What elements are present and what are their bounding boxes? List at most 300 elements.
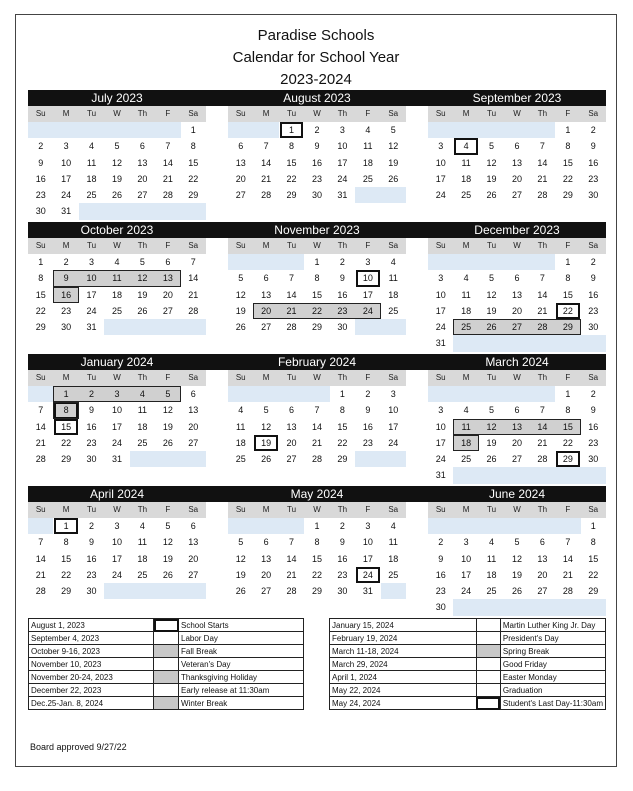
calendar-title: Calendar for School Year xyxy=(232,49,400,66)
day-cell: 21 xyxy=(311,437,322,448)
week-row xyxy=(28,518,206,534)
day-cell: 12 xyxy=(261,421,272,432)
week-row xyxy=(228,451,406,467)
calendar-row-3 xyxy=(28,354,606,484)
day-cell: 6 xyxy=(139,141,145,152)
weekday-label: W xyxy=(113,373,121,382)
empty-day-cell xyxy=(479,335,504,351)
weekday-label: Sa xyxy=(388,373,399,382)
legend-label: Thanksgiving Holiday xyxy=(179,671,304,684)
empty-day-cell xyxy=(104,319,129,335)
day-cell: 23 xyxy=(86,569,97,580)
weekday-label: Th xyxy=(337,241,348,250)
weekday-label: M xyxy=(462,505,470,514)
weekday-label: M xyxy=(462,241,470,250)
weekday-label: Tu xyxy=(87,505,97,514)
month-title: March 2024 xyxy=(428,354,606,370)
empty-day-cell xyxy=(130,203,155,219)
legend-label: Student's Last Day-11:30am xyxy=(500,697,605,710)
day-cell: 12 xyxy=(479,419,504,435)
day-cell: 31 xyxy=(111,454,122,465)
legend-label: Winter Break xyxy=(179,697,304,710)
empty-day-cell xyxy=(228,254,253,270)
day-cell: 17 xyxy=(61,173,72,184)
empty-day-cell xyxy=(479,599,504,615)
day-cell: 5 xyxy=(489,273,495,284)
legend-date: November 10, 2023 xyxy=(29,658,154,671)
day-cell: 16 xyxy=(588,157,599,168)
day-cell: 18 xyxy=(461,173,472,184)
day-cell: 13 xyxy=(511,157,522,168)
empty-day-cell xyxy=(155,203,180,219)
day-cell: 31 xyxy=(337,190,348,201)
day-cell: 17 xyxy=(435,173,446,184)
weekday-label: M xyxy=(262,109,270,118)
week-row xyxy=(28,402,206,418)
week-row xyxy=(428,287,606,303)
day-cell: 8 xyxy=(565,141,571,152)
weekday-header xyxy=(428,238,606,254)
day-cell: 14 xyxy=(537,157,548,168)
day-cell: 3 xyxy=(463,537,469,548)
week-row xyxy=(28,303,206,319)
day-cell: 17 xyxy=(362,289,373,300)
weekday-label: Sa xyxy=(388,109,399,118)
week-row xyxy=(28,138,206,154)
day-cell: 24 xyxy=(111,569,122,580)
day-cell: 16 xyxy=(337,289,348,300)
empty-day-cell xyxy=(28,122,53,138)
day-cell: 18 xyxy=(137,421,148,432)
day-cell: 28 xyxy=(286,586,297,597)
week-row xyxy=(428,303,606,319)
weekday-label: F xyxy=(365,505,371,514)
week-row xyxy=(428,419,606,435)
day-cell: 10 xyxy=(435,289,446,300)
weekday-label: Tu xyxy=(287,373,297,382)
empty-day-cell xyxy=(581,467,606,483)
empty-day-cell xyxy=(228,386,253,402)
day-cell: 30 xyxy=(61,322,72,333)
weekday-label: Su xyxy=(35,505,46,514)
day-cell: 26 xyxy=(111,190,122,201)
day-cell: 17 xyxy=(388,421,399,432)
month-title: May 2024 xyxy=(228,486,406,502)
empty-day-cell xyxy=(381,451,406,467)
month-title: August 2023 xyxy=(228,90,406,106)
day-cell: 22 xyxy=(286,173,297,184)
month-title: November 2023 xyxy=(228,222,406,238)
week-row xyxy=(28,319,206,335)
week-row xyxy=(228,319,406,335)
day-cell: 1 xyxy=(590,521,596,531)
week-row xyxy=(28,551,206,567)
day-cell: 27 xyxy=(261,586,272,597)
day-cell: 29 xyxy=(588,586,599,597)
day-cell: 9 xyxy=(590,141,596,152)
weekday-label: F xyxy=(365,373,371,382)
day-cell: 14 xyxy=(35,553,46,564)
day-cell: 28 xyxy=(530,319,555,335)
weekday-label: M xyxy=(262,505,270,514)
legend-swatch xyxy=(154,645,179,658)
day-cell: 25 xyxy=(461,454,472,465)
day-cell: 24 xyxy=(461,586,472,597)
week-row xyxy=(428,583,606,599)
empty-day-cell xyxy=(504,518,529,534)
day-cell: 9 xyxy=(89,537,95,548)
weekday-header xyxy=(428,502,606,518)
week-row xyxy=(228,122,406,138)
day-cell: 18 xyxy=(486,569,497,580)
legend-table-left xyxy=(28,618,304,710)
month-july-2023 xyxy=(28,90,206,220)
day-cell: 31 xyxy=(61,206,72,217)
week-row xyxy=(28,187,206,203)
day-cell: 21 xyxy=(286,569,297,580)
week-row xyxy=(228,583,406,599)
day-cell: 2 xyxy=(438,537,444,548)
legend-label: School Starts xyxy=(179,619,304,632)
day-cell: 10 xyxy=(435,157,446,168)
day-cell: 18 xyxy=(453,435,478,451)
day-cell: 17 xyxy=(435,437,446,448)
day-cell: 4 xyxy=(114,257,120,267)
day-cell: 5 xyxy=(238,537,244,548)
weekday-label: W xyxy=(513,109,521,118)
weekday-header xyxy=(228,238,406,254)
day-cell: 20 xyxy=(235,173,246,184)
day-cell: 31 xyxy=(435,470,446,481)
day-cell: 1 xyxy=(565,125,571,135)
day-cell: 17 xyxy=(337,157,348,168)
day-cell: 11 xyxy=(104,270,129,286)
day-cell: 6 xyxy=(190,521,196,531)
week-row xyxy=(28,155,206,171)
legend-swatch xyxy=(476,684,500,697)
week-row xyxy=(428,254,606,270)
day-cell: 3 xyxy=(63,141,69,152)
month-october-2023 xyxy=(28,222,206,335)
legend-label: Labor Day xyxy=(179,632,304,645)
week-row xyxy=(228,551,406,567)
week-row xyxy=(228,155,406,171)
month-january-2024 xyxy=(28,354,206,467)
day-cell: 25 xyxy=(137,437,148,448)
day-cell: 18 xyxy=(235,437,246,448)
week-row xyxy=(228,303,406,319)
weekday-label: Su xyxy=(235,505,246,514)
day-cell: 16 xyxy=(86,421,97,432)
empty-day-cell xyxy=(355,451,380,467)
day-cell: 21 xyxy=(261,173,272,184)
empty-day-cell xyxy=(381,187,406,203)
week-row xyxy=(28,451,206,467)
day-cell: 25 xyxy=(461,190,472,201)
day-cell: 1 xyxy=(314,521,320,531)
day-cell: 26 xyxy=(486,190,497,201)
empty-day-cell xyxy=(155,319,180,335)
day-cell: 27 xyxy=(235,190,246,201)
empty-day-cell xyxy=(479,254,504,270)
month-april-2024 xyxy=(28,486,206,599)
weekday-label: Sa xyxy=(588,109,599,118)
empty-day-cell xyxy=(53,122,78,138)
day-cell: 22 xyxy=(61,569,72,580)
day-cell: 1 xyxy=(190,125,196,135)
empty-day-cell xyxy=(504,599,529,615)
weekday-label: Sa xyxy=(188,109,199,118)
week-row xyxy=(28,171,206,187)
week-row xyxy=(428,567,606,583)
legend-date: December 22, 2023 xyxy=(29,684,154,697)
day-cell: 22 xyxy=(304,303,329,319)
day-cell: 30 xyxy=(435,602,446,613)
month-title: January 2024 xyxy=(28,354,206,370)
weekday-label: M xyxy=(462,373,470,382)
day-cell: 18 xyxy=(388,553,399,564)
day-cell: 6 xyxy=(514,141,520,152)
day-cell: 2 xyxy=(79,386,104,402)
legend-label: Fall Break xyxy=(179,645,304,658)
week-row xyxy=(428,402,606,418)
day-cell: 16 xyxy=(588,421,599,432)
empty-day-cell xyxy=(530,467,555,483)
empty-day-cell xyxy=(130,319,155,335)
day-cell: 9 xyxy=(590,405,596,416)
legend-row xyxy=(330,645,606,658)
day-cell: 29 xyxy=(286,190,297,201)
empty-day-cell xyxy=(355,319,380,335)
day-cell: 4 xyxy=(238,405,244,416)
header-separator xyxy=(206,486,228,502)
legend-label: Veteran's Day xyxy=(179,658,304,671)
day-cell: 12 xyxy=(486,157,497,168)
day-cell: 6 xyxy=(514,405,520,416)
day-cell: 9 xyxy=(339,537,345,548)
day-cell: 24 xyxy=(435,322,446,333)
day-cell: 17 xyxy=(111,421,122,432)
day-cell: 8 xyxy=(190,141,196,152)
empty-day-cell xyxy=(530,518,555,534)
day-cell: 25 xyxy=(453,319,478,335)
day-cell: 24 xyxy=(337,173,348,184)
day-cell: 23 xyxy=(35,190,46,201)
weekday-label: Tu xyxy=(287,505,297,514)
day-cell: 4 xyxy=(365,125,371,135)
day-cell: 16 xyxy=(435,569,446,580)
week-row xyxy=(228,534,406,550)
legend-swatch xyxy=(476,645,500,658)
day-cell: 16 xyxy=(362,421,373,432)
day-cell: 9 xyxy=(89,405,95,416)
day-cell: 10 xyxy=(461,553,472,564)
legend-date: Dec.25-Jan. 8, 2024 xyxy=(29,697,154,710)
day-cell: 15 xyxy=(311,289,322,300)
day-cell: 29 xyxy=(562,190,573,201)
day-cell: 15 xyxy=(53,419,78,435)
day-cell: 19 xyxy=(253,435,278,451)
day-cell: 13 xyxy=(504,419,529,435)
day-cell: 10 xyxy=(61,157,72,168)
day-cell: 20 xyxy=(537,569,548,580)
day-cell: 11 xyxy=(388,273,398,284)
day-cell: 12 xyxy=(111,157,122,168)
day-cell: 10 xyxy=(79,270,104,286)
day-cell: 1 xyxy=(565,389,571,399)
weekday-label: M xyxy=(262,241,270,250)
day-cell: 2 xyxy=(38,141,44,152)
day-cell: 30 xyxy=(86,586,97,597)
day-cell: 11 xyxy=(236,421,246,432)
legend-label: President's Day xyxy=(500,632,605,645)
day-cell: 3 xyxy=(438,273,444,284)
empty-day-cell xyxy=(530,386,555,402)
day-cell: 4 xyxy=(463,405,469,416)
weekday-header xyxy=(228,502,406,518)
day-cell: 29 xyxy=(555,451,580,467)
day-cell: 27 xyxy=(188,437,199,448)
empty-day-cell xyxy=(428,254,453,270)
day-cell: 1 xyxy=(565,257,571,267)
legend-date: March 29, 2024 xyxy=(330,658,477,671)
day-cell: 21 xyxy=(537,173,548,184)
weekday-label: W xyxy=(513,373,521,382)
day-cell: 15 xyxy=(562,289,573,300)
day-cell: 26 xyxy=(162,569,173,580)
day-cell: 16 xyxy=(588,289,599,300)
day-cell: 22 xyxy=(337,437,348,448)
empty-day-cell xyxy=(504,335,529,351)
month-title: October 2023 xyxy=(28,222,206,238)
legend-row xyxy=(330,671,606,684)
empty-day-cell xyxy=(428,122,453,138)
week-row xyxy=(428,171,606,187)
day-cell: 8 xyxy=(63,537,69,548)
day-cell: 6 xyxy=(514,273,520,284)
day-cell: 7 xyxy=(289,273,295,284)
weekday-label: F xyxy=(565,373,571,382)
empty-day-cell xyxy=(555,335,580,351)
week-row xyxy=(228,187,406,203)
weekday-label: F xyxy=(365,109,371,118)
day-cell: 20 xyxy=(162,289,173,300)
weekday-label: M xyxy=(262,373,270,382)
day-cell: 2 xyxy=(339,257,345,267)
day-cell: 19 xyxy=(235,569,246,580)
day-cell: 2 xyxy=(89,521,95,531)
day-cell: 8 xyxy=(53,402,78,418)
weekday-label: W xyxy=(513,505,521,514)
week-row xyxy=(428,335,606,351)
month-title: December 2023 xyxy=(428,222,606,238)
weekday-label: M xyxy=(62,505,70,514)
day-cell: 16 xyxy=(86,553,97,564)
day-cell: 28 xyxy=(261,190,272,201)
weekday-header xyxy=(28,238,206,254)
day-cell: 5 xyxy=(390,125,396,135)
day-cell: 31 xyxy=(435,338,446,349)
day-cell: 20 xyxy=(137,173,148,184)
weekday-header xyxy=(28,502,206,518)
day-cell: 18 xyxy=(362,157,373,168)
month-march-2024 xyxy=(428,354,606,484)
day-cell: 15 xyxy=(35,289,46,300)
day-cell: 5 xyxy=(514,537,520,548)
day-cell: 3 xyxy=(390,389,396,399)
day-cell: 31 xyxy=(86,322,97,333)
weekday-label: Sa xyxy=(188,241,199,250)
legend-swatch xyxy=(476,619,500,632)
day-cell: 22 xyxy=(555,303,580,319)
empty-day-cell xyxy=(581,599,606,615)
empty-day-cell xyxy=(555,599,580,615)
week-row xyxy=(28,254,206,270)
weekday-label: Th xyxy=(137,505,148,514)
day-cell: 24 xyxy=(435,190,446,201)
day-cell: 4 xyxy=(489,537,495,548)
empty-day-cell xyxy=(381,583,406,599)
week-row xyxy=(428,187,606,203)
legend-date: May 24, 2024 xyxy=(330,697,477,710)
empty-day-cell xyxy=(130,122,155,138)
day-cell: 24 xyxy=(355,567,380,583)
weekday-label: W xyxy=(113,109,121,118)
legend-date: February 19, 2024 xyxy=(330,632,477,645)
empty-day-cell xyxy=(555,467,580,483)
day-cell: 2 xyxy=(365,389,371,399)
empty-day-cell xyxy=(479,518,504,534)
day-cell: 20 xyxy=(253,303,278,319)
day-cell: 30 xyxy=(337,586,348,597)
day-cell: 28 xyxy=(35,454,46,465)
empty-day-cell xyxy=(181,451,206,467)
day-cell: 14 xyxy=(562,553,573,564)
weekday-label: M xyxy=(62,109,70,118)
day-cell: 10 xyxy=(337,141,348,152)
weekday-label: Th xyxy=(137,373,148,382)
day-cell: 16 xyxy=(337,553,348,564)
day-cell: 19 xyxy=(162,421,173,432)
day-cell: 14 xyxy=(162,157,173,168)
week-row xyxy=(28,583,206,599)
legend-swatch xyxy=(154,684,179,697)
day-cell: 15 xyxy=(286,157,297,168)
day-cell: 4 xyxy=(463,273,469,284)
day-cell: 2 xyxy=(590,389,596,399)
day-cell: 20 xyxy=(188,553,199,564)
day-cell: 1 xyxy=(279,122,304,138)
day-cell: 13 xyxy=(261,553,272,564)
legend-date: January 15, 2024 xyxy=(330,619,477,632)
day-cell: 4 xyxy=(139,521,145,531)
day-cell: 16 xyxy=(311,157,322,168)
empty-day-cell xyxy=(453,467,478,483)
week-row xyxy=(228,270,406,286)
day-cell: 9 xyxy=(438,553,444,564)
legend-swatch xyxy=(476,632,500,645)
weekday-header xyxy=(28,370,206,386)
legend-row xyxy=(29,697,304,710)
day-cell: 21 xyxy=(35,437,46,448)
day-cell: 7 xyxy=(38,405,44,416)
week-row xyxy=(228,171,406,187)
empty-day-cell xyxy=(530,254,555,270)
week-row xyxy=(428,551,606,567)
legend-date: May 22, 2024 xyxy=(330,684,477,697)
day-cell: 18 xyxy=(111,289,122,300)
weekday-label: Th xyxy=(537,109,548,118)
